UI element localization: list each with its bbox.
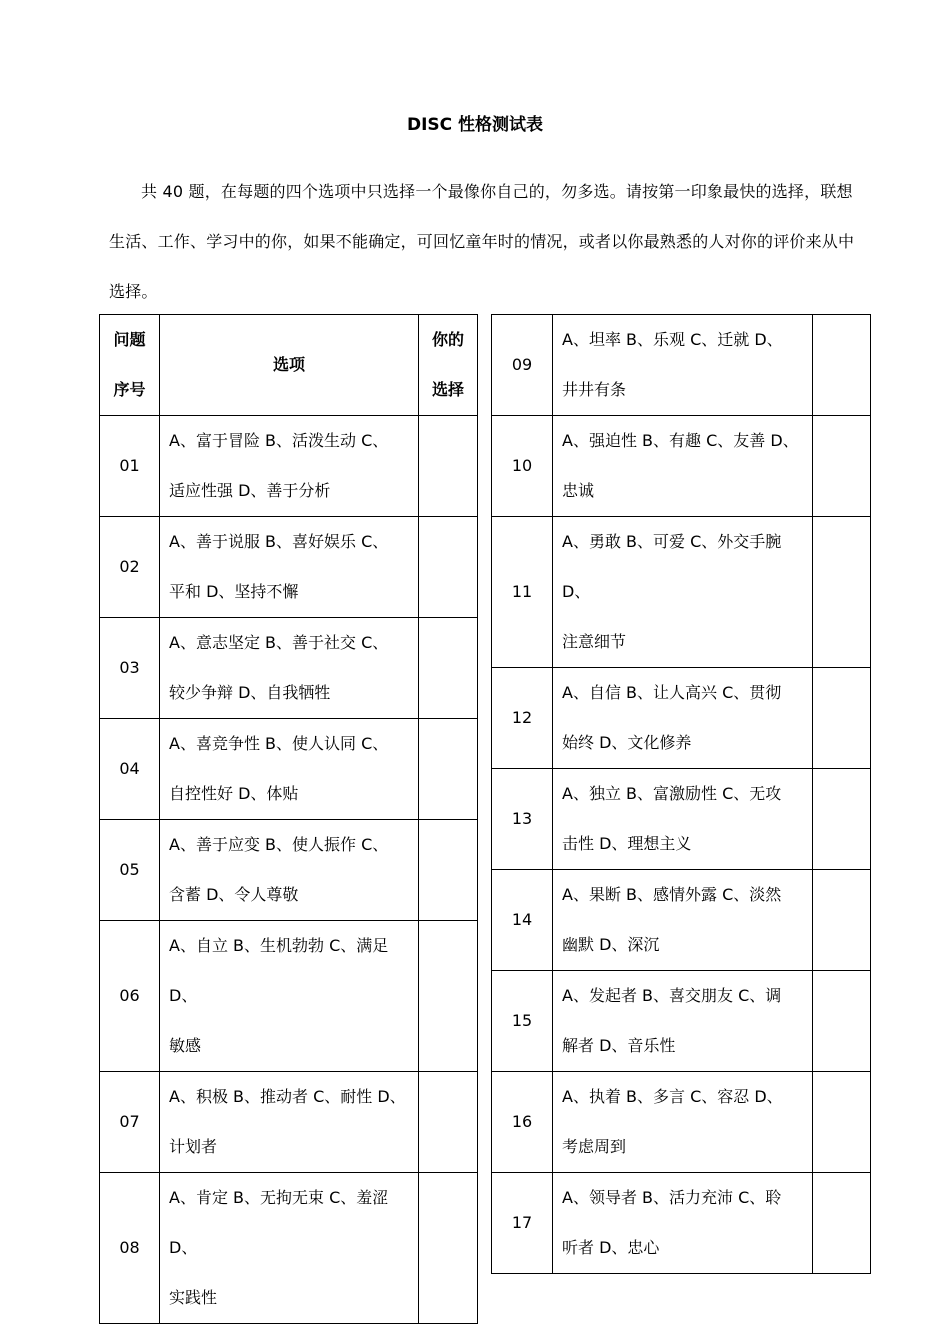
- table-row: [492, 1173, 871, 1274]
- options-line2: 听者 D、忠心: [562, 1238, 660, 1257]
- question-number: 14: [492, 870, 553, 971]
- your-choice-cell[interactable]: [419, 921, 478, 1072]
- question-options: [160, 921, 419, 1072]
- question-number: 03: [100, 618, 160, 719]
- your-choice-cell[interactable]: [813, 315, 871, 416]
- table-row: [492, 668, 871, 769]
- your-choice-cell[interactable]: [813, 517, 871, 668]
- question-options: [553, 1072, 813, 1173]
- table-row: [100, 820, 478, 921]
- question-table-left: [99, 314, 478, 1324]
- options-line1: A、勇敢 B、可爱 C、外交手腕 D、: [562, 532, 782, 601]
- question-options: [553, 870, 813, 971]
- table-row: [492, 517, 871, 668]
- your-choice-cell[interactable]: [813, 1072, 871, 1173]
- options-line2: 注意细节: [562, 632, 627, 651]
- question-number: 05: [100, 820, 160, 921]
- question-options: [553, 517, 813, 668]
- question-options: [160, 719, 419, 820]
- intro-paragraph: 共 40 题，在每题的四个选项中只选择一个最像你自己的，勿多选。请按第一印象最快的选择，联想生活、工作、学习中的你，如果不能确定，可回忆童年时的情况，或者以你最熟悉的人对你的评价来从中选择。: [109, 182, 855, 301]
- header-choice-line2: 选择: [431, 380, 464, 399]
- options-line1: A、善于说服 B、喜好娱乐 C、: [169, 532, 389, 551]
- question-options: [160, 1173, 419, 1324]
- options-line1: A、富于冒险 B、活泼生动 C、: [169, 431, 389, 450]
- options-line2: 敏感: [169, 1036, 202, 1055]
- question-number: 02: [100, 517, 160, 618]
- question-options: [160, 820, 419, 921]
- options-line2: 始终 D、文化修养: [562, 733, 692, 752]
- options-line2: 平和 D、坚持不懈: [169, 582, 299, 601]
- options-line2: 击性 D、理想主义: [562, 834, 692, 853]
- question-options: [160, 517, 419, 618]
- table-row: [492, 416, 871, 517]
- options-line2: 考虑周到: [562, 1137, 627, 1156]
- question-number: 16: [492, 1072, 553, 1173]
- options-line1: A、坦率 B、乐观 C、迁就 D、: [562, 330, 783, 349]
- table-row: [100, 416, 478, 517]
- table-row: [100, 1173, 478, 1324]
- options-line1: A、执着 B、多言 C、容忍 D、: [562, 1087, 783, 1106]
- question-options: [553, 1173, 813, 1274]
- your-choice-cell[interactable]: [419, 1072, 478, 1173]
- question-number: 04: [100, 719, 160, 820]
- header-choice-line1: 你的: [431, 330, 464, 349]
- options-line1: A、肯定 B、无拘无束 C、羞涩 D、: [169, 1188, 389, 1257]
- options-line1: A、果断 B、感情外露 C、淡然: [562, 885, 782, 904]
- your-choice-cell[interactable]: [813, 971, 871, 1072]
- your-choice-cell[interactable]: [813, 769, 871, 870]
- options-line1: A、强迫性 B、有趣 C、友善 D、: [562, 431, 799, 450]
- question-number: 08: [100, 1173, 160, 1324]
- question-options: [553, 668, 813, 769]
- your-choice-cell[interactable]: [813, 1173, 871, 1274]
- question-options: [553, 769, 813, 870]
- question-number: 09: [492, 315, 553, 416]
- your-choice-cell[interactable]: [419, 416, 478, 517]
- your-choice-cell[interactable]: [419, 517, 478, 618]
- options-line1: A、积极 B、推动者 C、耐性 D、: [169, 1087, 406, 1106]
- your-choice-cell[interactable]: [419, 1173, 478, 1324]
- question-number: 12: [492, 668, 553, 769]
- header-options: 选项: [160, 315, 419, 416]
- header-question-number: [100, 315, 160, 416]
- question-number: 01: [100, 416, 160, 517]
- table-row: [100, 618, 478, 719]
- table-row: [100, 719, 478, 820]
- question-table-right: [491, 314, 871, 1274]
- options-line1: A、自立 B、生机勃勃 C、满足 D、: [169, 936, 389, 1005]
- question-number: 17: [492, 1173, 553, 1274]
- page-title: DISC 性格测试表: [406, 115, 544, 135]
- table-row: [100, 517, 478, 618]
- question-options: [160, 416, 419, 517]
- options-line2: 自控性好 D、体贴: [169, 784, 299, 803]
- your-choice-cell[interactable]: [419, 820, 478, 921]
- table-header-row: [100, 315, 478, 416]
- table-row: [492, 769, 871, 870]
- question-number: 06: [100, 921, 160, 1072]
- options-line2: 较少争辩 D、自我牺牲: [169, 683, 331, 702]
- question-options: [160, 1072, 419, 1173]
- options-line1: A、领导者 B、活力充沛 C、聆: [562, 1188, 782, 1207]
- options-line1: A、喜竞争性 B、使人认同 C、: [169, 734, 389, 753]
- header-your-choice: [419, 315, 478, 416]
- question-options: [553, 315, 813, 416]
- options-line2: 解者 D、音乐性: [562, 1036, 676, 1055]
- question-options: [553, 971, 813, 1072]
- table-row: [492, 1072, 871, 1173]
- header-num-line1: 问题: [113, 330, 146, 349]
- options-line1: A、发起者 B、喜交朋友 C、调: [562, 986, 782, 1005]
- options-line2: 忠诚: [562, 481, 595, 500]
- options-line2: 井井有条: [562, 380, 627, 399]
- table-row: [492, 971, 871, 1072]
- options-line2: 计划者: [169, 1137, 218, 1156]
- question-number: 07: [100, 1072, 160, 1173]
- question-number: 11: [492, 517, 553, 668]
- question-number: 15: [492, 971, 553, 1072]
- your-choice-cell[interactable]: [419, 719, 478, 820]
- question-options: [160, 618, 419, 719]
- your-choice-cell[interactable]: [813, 416, 871, 517]
- header-num-line2: 序号: [113, 380, 146, 399]
- table-row: [100, 1072, 478, 1173]
- options-line1: A、善于应变 B、使人振作 C、: [169, 835, 389, 854]
- table-row: [492, 315, 871, 416]
- options-line1: A、意志坚定 B、善于社交 C、: [169, 633, 389, 652]
- options-line2: 适应性强 D、善于分析: [169, 481, 331, 500]
- your-choice-cell[interactable]: [813, 870, 871, 971]
- options-line1: A、自信 B、让人高兴 C、贯彻: [562, 683, 782, 702]
- options-line2: 实践性: [169, 1288, 218, 1307]
- options-line2: 幽默 D、深沉: [562, 935, 660, 954]
- your-choice-cell[interactable]: [813, 668, 871, 769]
- options-line1: A、独立 B、富激励性 C、无攻: [562, 784, 782, 803]
- question-options: [553, 416, 813, 517]
- table-row: [100, 921, 478, 1072]
- your-choice-cell[interactable]: [419, 618, 478, 719]
- question-number: 10: [492, 416, 553, 517]
- options-line2: 含蓄 D、令人尊敬: [169, 885, 299, 904]
- table-row: [492, 870, 871, 971]
- question-number: 13: [492, 769, 553, 870]
